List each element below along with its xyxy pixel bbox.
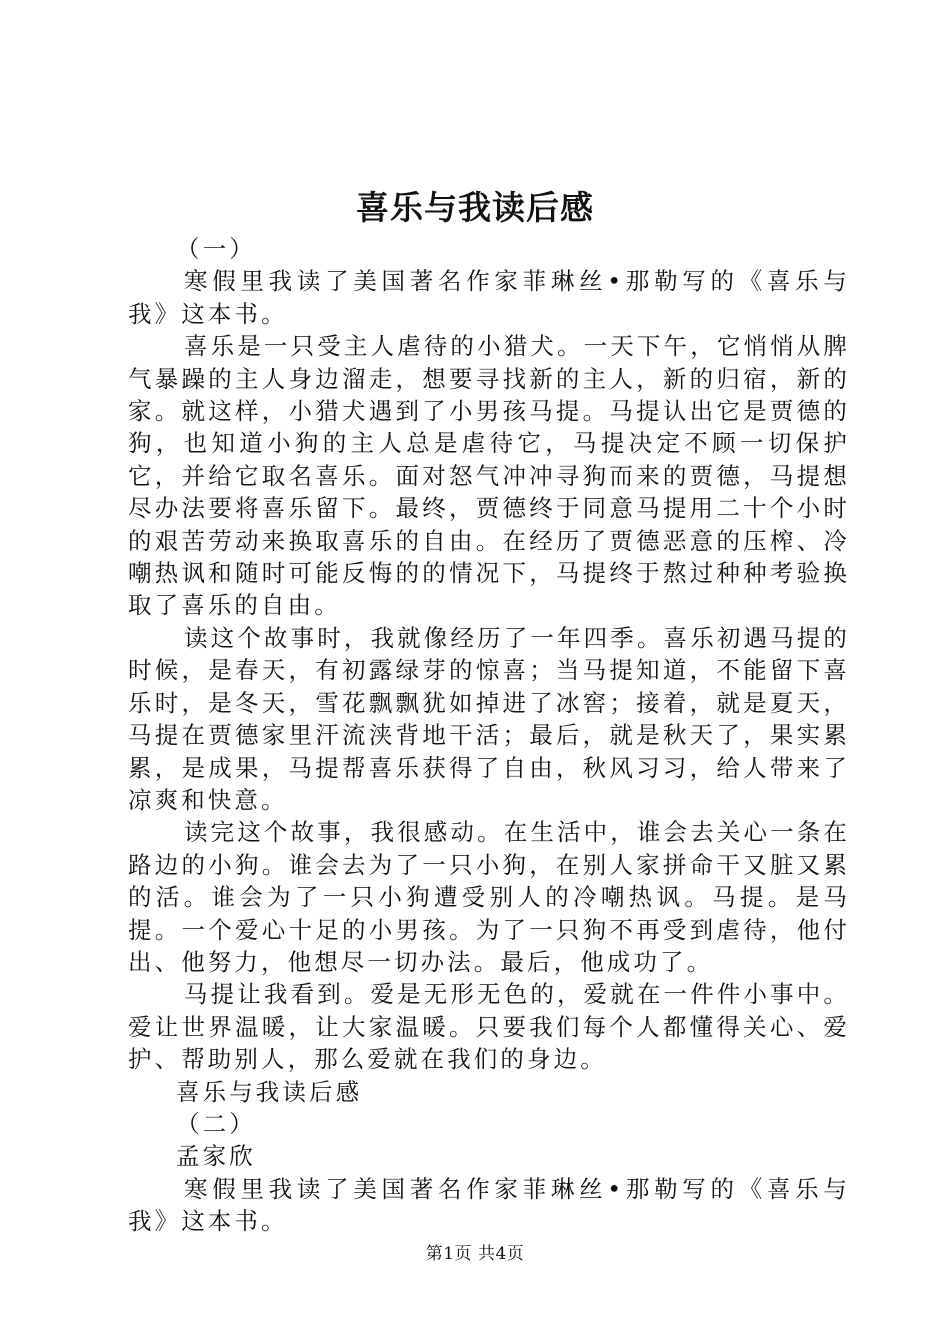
paragraph-conclusion: 马提让我看到。爱是无形无色的，爱就在一件件小事中。爱让世界温暖，让大家温暖。只要我们每个人都懂得关心、爱护、帮助别人，那么爱就在我们的身边。: [128, 980, 850, 1074]
section-marker-two: （二）: [176, 1109, 256, 1138]
paragraph-intro-second: 寒假里我读了美国著名作家菲琳丝•那勒写的《喜乐与我》这本书。: [128, 1174, 850, 1236]
paragraph-feelings: 读完这个故事，我很感动。在生活中，谁会去关心一条在路边的小狗。谁会去为了一只小狗，在别人家拼命干又脏又累的活。谁会为了一只小狗遭受别人的冷嘲热讽。马提。是马提。一个爱心十足的小男孩。为了一只狗不再受到虐待，他付出、他努力，他想尽一切办法。最后，他成功了。: [128, 818, 850, 976]
document-body: [128, 233, 850, 1238]
page-number: 第1页 共4页: [425, 1244, 525, 1264]
author-name: 孟家欣: [176, 1142, 256, 1171]
section-marker-one: （一）: [176, 235, 256, 263]
section-heading-two: 喜乐与我读后感: [176, 1077, 363, 1106]
paragraph-four-seasons: 读这个故事时，我就像经历了一年四季。喜乐初遇马提的时候，是春天，有初露绿芽的惊喜；当马提知道，不能留下喜乐时，是冬天，雪花飘飘犹如掉进了冰窖；接着，就是夏天，马提在贾德家里汗流浃背地干活；最后，就是秋天了，果实累累，是成果，马提帮喜乐获得了自由，秋风习习，给人带来了凉爽和快意。: [128, 623, 850, 814]
paragraph-intro: 寒假里我读了美国著名作家菲琳丝•那勒写的《喜乐与我》这本书。: [128, 267, 850, 328]
document-title: 喜乐与我读后感: [356, 188, 594, 227]
paragraph-story-summary: 喜乐是一只受主人虐待的小猎犬。一天下午，它悄悄从脾气暴躁的主人身边溜走，想要寻找新的主人，新的归宿，新的家。就这样，小猎犬遇到了小男孩马提。马提认出它是贾德的狗，也知道小狗的主人总是虐待它，马提决定不顾一切保护它，并给它取名喜乐。面对怒气冲冲寻狗而来的贾德，马提想尽办法要将喜乐留下。最终，贾德终于同意马提用二十个小时的艰苦劳动来换取喜乐的自由。在经历了贾德恶意的压榨、冷嘲热讽和随时可能反悔的的情况下，马提终于熬过种种考验换取了喜乐的自由。: [128, 332, 850, 620]
